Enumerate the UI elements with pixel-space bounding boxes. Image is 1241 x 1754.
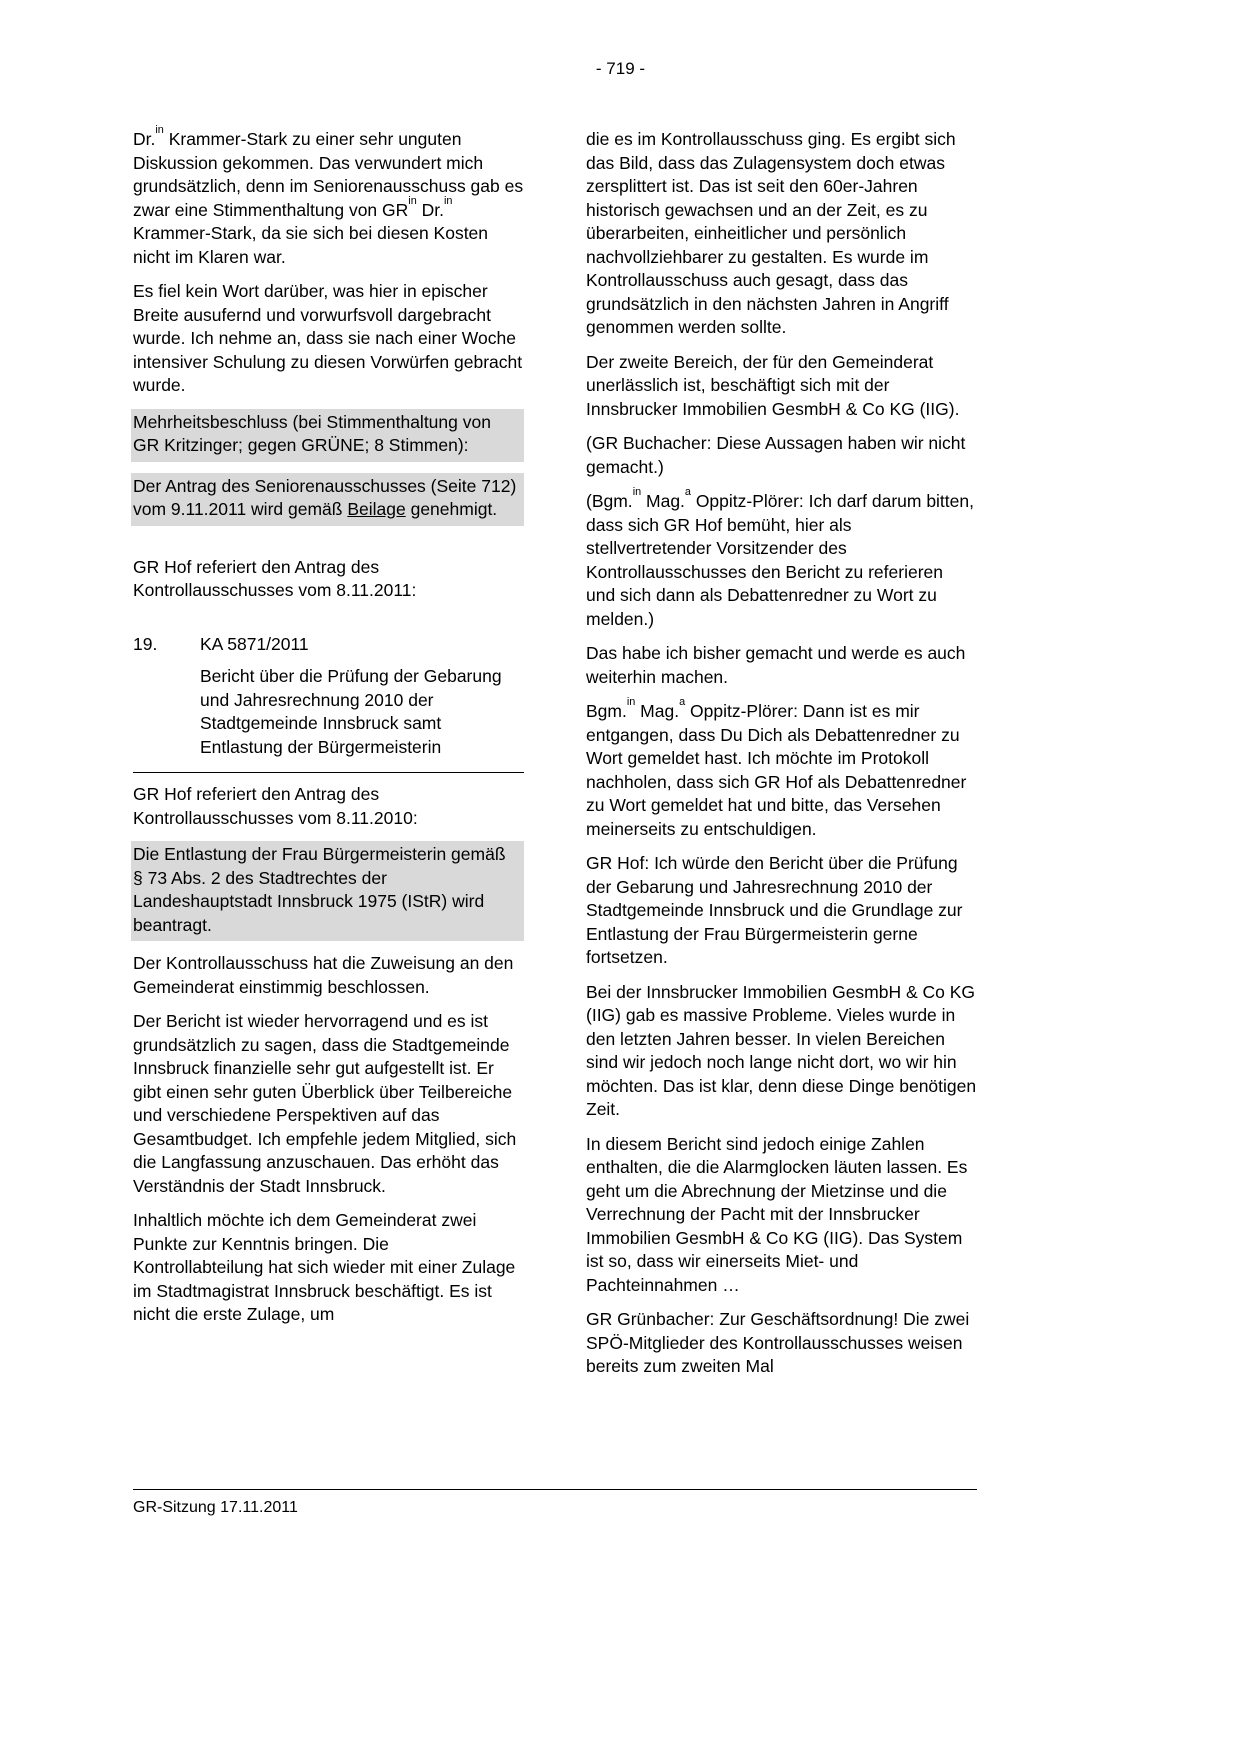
agenda-item-code: KA 5871/2011 <box>200 633 309 654</box>
paragraph: GR Hof referiert den Antrag des Kontrollausschusses vom 8.11.2011: <box>133 556 417 600</box>
paragraph: die es im Kontrollausschuss ging. Es ergibt sich das Bild, dass das Zulagensystem doch etwas zersplittert ist. Das ist seit den 60er-Jahren historisch gewachsen und an der Zeit, es zu überarbeiten, einheitlicher und persönlich nachvollziehbarer zu gestalten. Es wurde im Kontrollausschuss auch gesagt, dass das grundsätzlich in den nächsten Jahren in Angriff genommen werden sollte. <box>586 129 956 337</box>
resolution-highlight: Der Antrag des Seniorenausschusses (Seite 712) vom 9.11.2011 wird gemäß Beilage genehmigt. <box>131 473 524 526</box>
paragraph: Dr.$^{in}$ Krammer-Stark zu einer sehr unguten Diskussion gekommen. Das verwundert mich grundsätzlich, denn im Seniorenausschuss gab es zwar eine Stimmenthaltung von $GR^{in}$ Dr.$^{in}$ Krammer-Stark, da sie sich bei diesen Kosten nicht im Klaren war. <box>133 124 524 267</box>
paragraph: In diesem Bericht sind jedoch einige Zahlen enthalten, die die Alarmglocken läuten lassen. Es geht um die Abrechnung der Mietzinse und die Verrechnung der Pacht mit der Innsbrucker Immobilien GesmbH & Co KG (IIG). Das System ist so, dass wir einerseits Miet- und Pachteinnahmen … <box>586 1133 968 1295</box>
agenda-item-number: 19. <box>133 633 158 654</box>
paragraph: Der Kontrollausschuss hat die Zuweisung an den Gemeinderat einstimmig beschlossen. <box>133 953 514 997</box>
paragraph: Der zweite Bereich, der für den Gemeinderat unerlässlich ist, beschäftigt sich mit der Innsbrucker Immobilien GesmbH & Co KG (IIG). <box>586 351 960 419</box>
resolution-highlight: Mehrheitsbeschluss (bei Stimmenthaltung von GR Kritzinger; gegen GRÜNE; 8 Stimmen): <box>131 409 524 462</box>
paragraph: (Bgm.$^{in}$ Mag.$^a$ Oppitz-Plörer: Ich darf darum bitten, dass sich GR Hof bemüht, hier als stellvertretender Vorsitzender des Kontrollausschusses den Bericht zu referieren und sich dann als Debattenredner zu Wort zu melden.) <box>586 486 974 629</box>
paragraph: (GR Buchacher: Diese Aussagen haben wir nicht gemacht.) <box>586 433 966 477</box>
footer-text: GR-Sitzung 17.11.2011 <box>133 1499 298 1516</box>
page-footer <box>133 1489 977 1520</box>
paragraph: Inhaltlich möchte ich dem Gemeinderat zwei Punkte zur Kenntnis bringen. Die Kontrollabteilung hat sich wieder mit einer Zulage im Stadtmagistrat Innsbruck beschäftigt. Es ist nicht die erste Zulage, um <box>133 1210 516 1324</box>
paragraph: Bei der Innsbrucker Immobilien GesmbH & Co KG (IIG) gab es massive Probleme. Vieles wurde in den letzten Jahren besser. In vielen Bereichen sind wir jedoch noch lange nicht dort, wo wir hin möchten. Das ist klar, denn diese Dinge benötigen Zeit. <box>586 981 977 1119</box>
paragraph: GR Hof: Ich würde den Bericht über die Prüfung der Gebarung und Jahresrechnung 2010 der Stadtgemeinde Innsbruck und die Grundlage zur Entlastung der Frau Bürgermeisterin gerne fortsetzen. <box>586 853 963 967</box>
page-number: - 719 - <box>595 59 646 78</box>
agenda-item-head <box>133 633 524 657</box>
paragraph: Bgm.$^{in}$ Mag.$^a$ Oppitz-Plörer: Dann ist es mir entgangen, dass Du Dich als Debattenredner zu Wort gemeldet hast. Ich möchte im Protokoll nachholen, dass sich GR Hof als Debattenredner zu Wort gemeldet hat und bitte, das Versehen meinerseits zu entschuldigen. <box>586 696 967 839</box>
paragraph: Das habe ich bisher gemacht und werde es auch weiterhin machen. <box>586 643 966 687</box>
agenda-item-title: Bericht über die Prüfung der Gebarung und Jahresrechnung 2010 der Stadtgemeinde Innsbruck samt Entlastung der Bürgermeisterin <box>200 666 502 757</box>
left-column <box>133 124 524 1338</box>
paragraph: Es fiel kein Wort darüber, was hier in epischer Breite ausufernd und vorwurfsvoll dargebracht wurde. Ich nehme an, dass sie nach einer Woche intensiver Schulung zu diesen Vorwürfen gebracht wurde. <box>133 281 523 395</box>
agenda-item <box>133 633 524 774</box>
right-column <box>586 128 977 1390</box>
paragraph: Der Bericht ist wieder hervorragend und es ist grundsätzlich zu sagen, dass die Stadtgemeinde Innsbruck finanzielle sehr gut aufgestellt ist. Er gibt einen sehr guten Überblick über Teilbereiche und verschiedene Perspektiven auf das Gesamtbudget. Ich empfehle jedem Mitglied, sich die Langfassung anzuschauen. Das erhöht das Verständnis der Stadt Innsbruck. <box>133 1011 517 1196</box>
content <box>133 124 977 1390</box>
resolution-highlight: Die Entlastung der Frau Bürgermeisterin gemäß § 73 Abs. 2 des Stadtrechtes der Landeshauptstadt Innsbruck 1975 (IStR) wird beantragt. <box>131 841 524 941</box>
paragraph: GR Hof referiert den Antrag des Kontrollausschusses vom 8.11.2010: <box>133 784 418 828</box>
paragraph: GR Grünbacher: Zur Geschäftsordnung! Die zwei SPÖ-Mitglieder des Kontrollausschusses weisen bereits zum zweiten Mal <box>586 1309 970 1376</box>
